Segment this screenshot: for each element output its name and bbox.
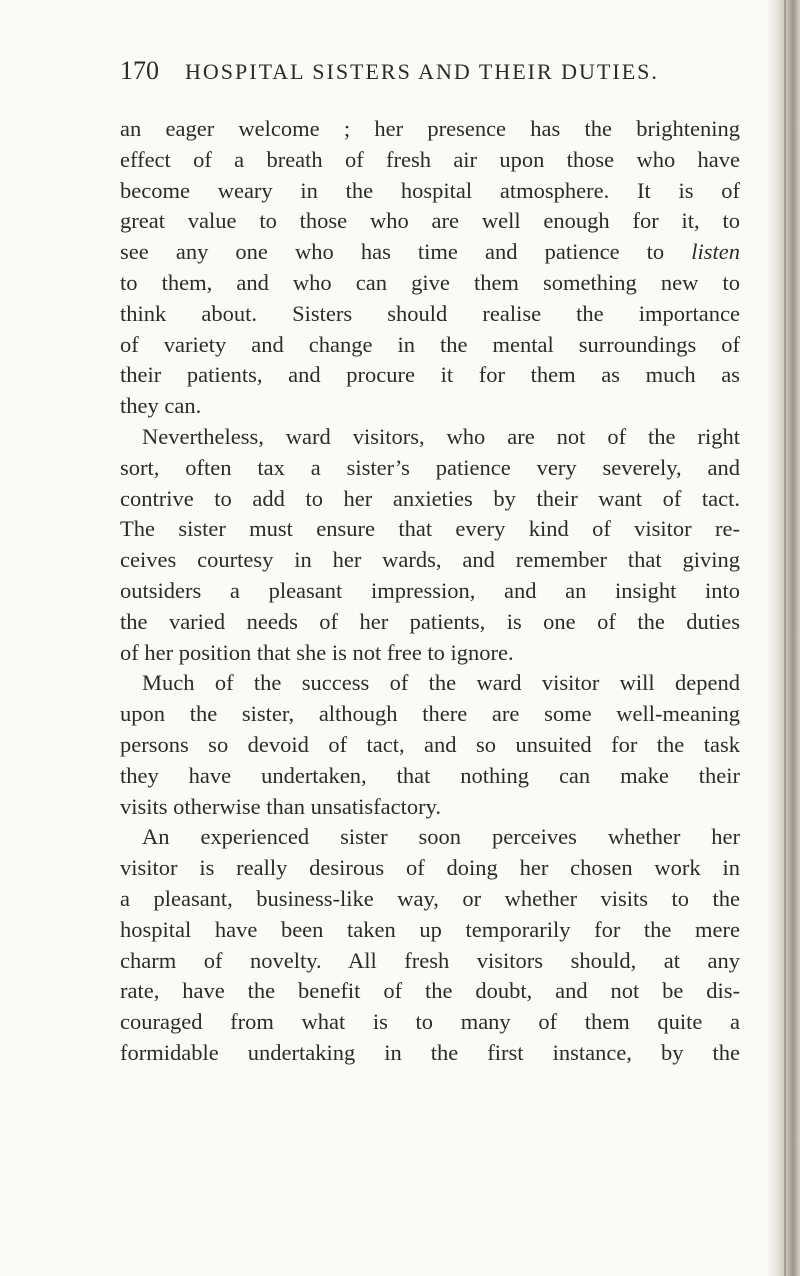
- page-number: 170: [120, 56, 159, 85]
- text-line: think about. Sisters should realise the importance: [120, 300, 740, 326]
- text-line: a pleasant, business-like way, or whether visits to the: [120, 885, 740, 911]
- text-line: they can.: [120, 393, 202, 419]
- text-line: contrive to add to her anxieties by their want of tact.: [120, 485, 740, 511]
- text-line: of her position that she is not free to ignore.: [120, 639, 514, 665]
- text-line: an eager welcome ; her presence has the brightening: [120, 116, 740, 141]
- page-edge-shadow: [766, 0, 800, 1276]
- text-line: effect of a breath of fresh air upon those who have: [120, 146, 740, 172]
- text-line: The sister must ensure that every kind of visitor re-: [120, 516, 740, 542]
- text-line: persons so devoid of tact, and so unsuited for the task: [120, 731, 740, 757]
- text-line: Much of the success of the ward visitor will depend: [142, 670, 740, 696]
- text-line: they have undertaken, that nothing can make their: [120, 762, 740, 788]
- text-line: to them, and who can give them something new to: [120, 269, 740, 295]
- text-line: upon the sister, although there are some well-meaning: [120, 701, 740, 727]
- text-line: formidable undertaking in the first instance, by the: [120, 1039, 740, 1065]
- text-line: rate, have the benefit of the doubt, and not be dis-: [120, 978, 740, 1004]
- body-text: [120, 114, 740, 1069]
- text-line: Nevertheless, ward visitors, who are not of the right: [142, 423, 740, 449]
- text-line: outsiders a pleasant impression, and an insight into: [120, 577, 740, 603]
- text-line: visits otherwise than unsatisfactory.: [120, 793, 441, 819]
- text-line-with-italic: see any one who has time and patience to listen: [120, 239, 740, 265]
- text-line: sort, often tax a sister’s patience very severely, and: [120, 454, 740, 480]
- text-line: the varied needs of her patients, is one of the duties: [120, 608, 740, 634]
- page-edge-line: [784, 0, 786, 1276]
- text-line: ceives courtesy in her wards, and remember that giving: [120, 547, 740, 573]
- italic-emphasis: listen: [691, 239, 740, 265]
- text-line: their patients, and procure it for them as much as: [120, 362, 740, 388]
- text-line: great value to those who are well enough for it, to: [120, 208, 740, 234]
- text-line: hospital have been taken up temporarily for the mere: [120, 916, 740, 942]
- text-line: couraged from what is to many of them quite a: [120, 1009, 740, 1035]
- text-line: charm of novelty. All fresh visitors should, at any: [120, 947, 740, 973]
- text-line: of variety and change in the mental surroundings of: [120, 331, 740, 357]
- text-line: An experienced sister soon perceives whether her: [142, 824, 740, 850]
- running-header: [120, 56, 760, 86]
- running-title: HOSPITAL SISTERS AND THEIR DUTIES.: [185, 59, 659, 84]
- text-line: visitor is really desirous of doing her chosen work in: [120, 855, 740, 881]
- text-line: become weary in the hospital atmosphere. It is of: [120, 177, 740, 203]
